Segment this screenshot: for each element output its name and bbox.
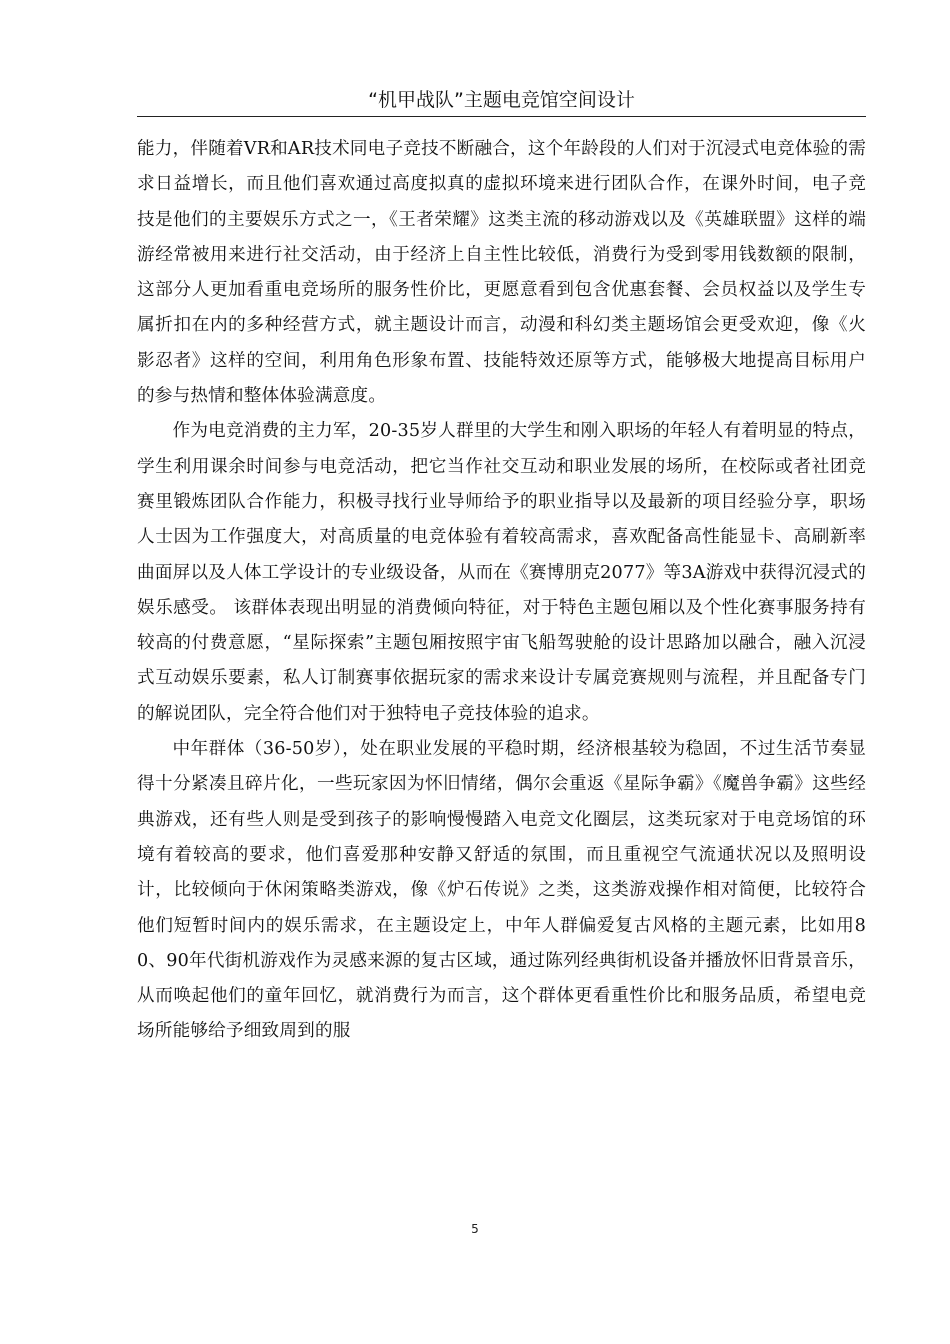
page-number: 5: [471, 1222, 479, 1236]
paragraph-middle-aged: 中年群体（36-50岁），处在职业发展的平稳时期，经济根基较为稳固，不过生活节奏显得十分紧凑且碎片化，一些玩家因为怀旧情绪，偶尔会重返《星际争霸》《魔兽争霸》这些经典游戏，还有些人则是受到孩子的影响慢慢踏入电竞文化圈层，这类玩家对于电竞场馆的环境有着较高的要求，他们喜爱那种安静又舒适的氛围，而且重视空气流通状况以及照明设计，比较倾向于休闲策略类游戏，像《炉石传说》之类，这类游戏操作相对简便，比较符合他们短暂时间内的娱乐需求，在主题设定上，中年人群偏爱复古风格的主题元素，比如用80、90年代街机游戏作为灵感来源的复古区域，通过陈列经典街机设备并播放怀旧背景音乐，从而唤起他们的童年回忆，就消费行为而言，这个群体更看重性价比和服务品质，希望电竞场所能够给予细致周到的服: [137, 739, 866, 1042]
paragraph-continued: 能力，伴随着VR和AR技术同电子竞技不断融合，这个年龄段的人们对于沉浸式电竞体验的需求日益增长，而且他们喜欢通过高度拟真的虚拟环境来进行团队合作，在课外时间，电子竞技是他们的主要娱乐方式之一，《王者荣耀》这类主流的移动游戏以及《英雄联盟》这样的端游经常被用来进行社交活动，由于经济上自主性比较低，消费行为受到零用钱数额的限制，这部分人更加看重电竞场所的服务性价比，更愿意看到包含优惠套餐、会员权益以及学生专属折扣在内的多种经营方式，就主题设计而言，动漫和科幻类主题场馆会更受欢迎，像《火影忍者》这样的空间，利用角色形象布置、技能特效还原等方式，能够极大地提高目标用户的参与热情和整体体验满意度。: [137, 139, 866, 407]
header-title: “机甲战队”主题电竞馆空间设计: [368, 89, 635, 111]
body-text: [137, 132, 866, 1050]
page-header: [137, 86, 866, 117]
paragraph-young-adults: 作为电竞消费的主力军，20-35岁人群里的大学生和刚入职场的年轻人有着明显的特点，学生利用课余时间参与电竞活动，把它当作社交互动和职业发展的场所，在校际或者社团竞赛里锻炼团队合作能力，积极寻找行业导师给予的职业指导以及最新的项目经验分享，职场人士因为工作强度大，对高质量的电竞体验有着较高需求，喜欢配备高性能显卡、高刷新率曲面屏以及人体工学设计的专业级设备，从而在《赛博朋克2077》等3A游戏中获得沉浸式的娱乐感受。 该群体表现出明显的消费倾向特征，对于特色主题包厢以及个性化赛事服务持有较高的付费意愿，“星际探索”主题包厢按照宇宙飞船驾驶舱的设计思路加以融合，融入沉浸式互动娱乐要素，私人订制赛事依据玩家的需求来设计专属竞赛规则与流程，并且配备专门的解说团队，完全符合他们对于独特电子竞技体验的追求。: [137, 421, 866, 724]
